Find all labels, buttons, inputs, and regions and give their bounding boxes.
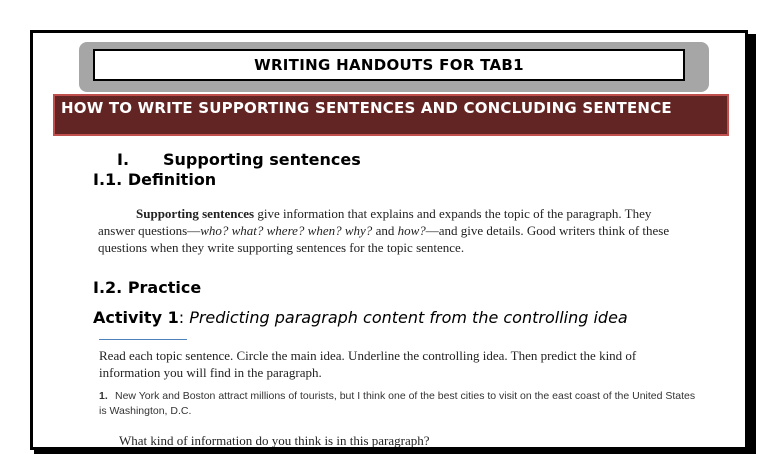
section-number: I.: [117, 150, 130, 169]
section-heading: [117, 150, 361, 169]
definition-paragraph: Supporting sentences give information that explains and expands the topic of the paragraph. They answer questions—who? what? where? when? why? and how?—and give details. Good writers think of these questions when they write supporting sentences for the topic sentence.: [98, 206, 670, 255]
item-text: New York and Boston attract millions of tourists, but I think one of the best cities to visit on the east coast of the United States is Washington, D.C.: [99, 390, 696, 417]
activity-question: What kind of information do you think is in this paragraph?: [119, 433, 430, 448]
divider-rule: [99, 339, 187, 340]
definition-heading: I.1. Definition: [93, 170, 217, 189]
topic-banner: HOW TO WRITE SUPPORTING SENTENCES AND CONCLUDING SENTENCE: [53, 94, 729, 136]
definition-term: Supporting sentences: [136, 206, 255, 221]
list-item: [99, 389, 699, 419]
item-number: 1.: [99, 390, 108, 402]
handout-title: WRITING HANDOUTS FOR TAB1: [93, 49, 685, 81]
activity-instructions: Read each topic sentence. Circle the main idea. Underline the controlling idea. Then predict the kind of information you will find in the paragraph.: [99, 348, 637, 380]
definition-excerpt: [98, 205, 688, 265]
activity-heading: Activity 1: Predicting paragraph content from the controlling idea: [93, 308, 628, 327]
practice-heading: I.2. Practice: [93, 278, 202, 297]
activity-label: Activity 1: [93, 308, 179, 327]
document-page: [30, 30, 748, 450]
section-title: Supporting sentences: [163, 150, 361, 169]
activity-description: Predicting paragraph content from the controlling idea: [189, 308, 628, 327]
